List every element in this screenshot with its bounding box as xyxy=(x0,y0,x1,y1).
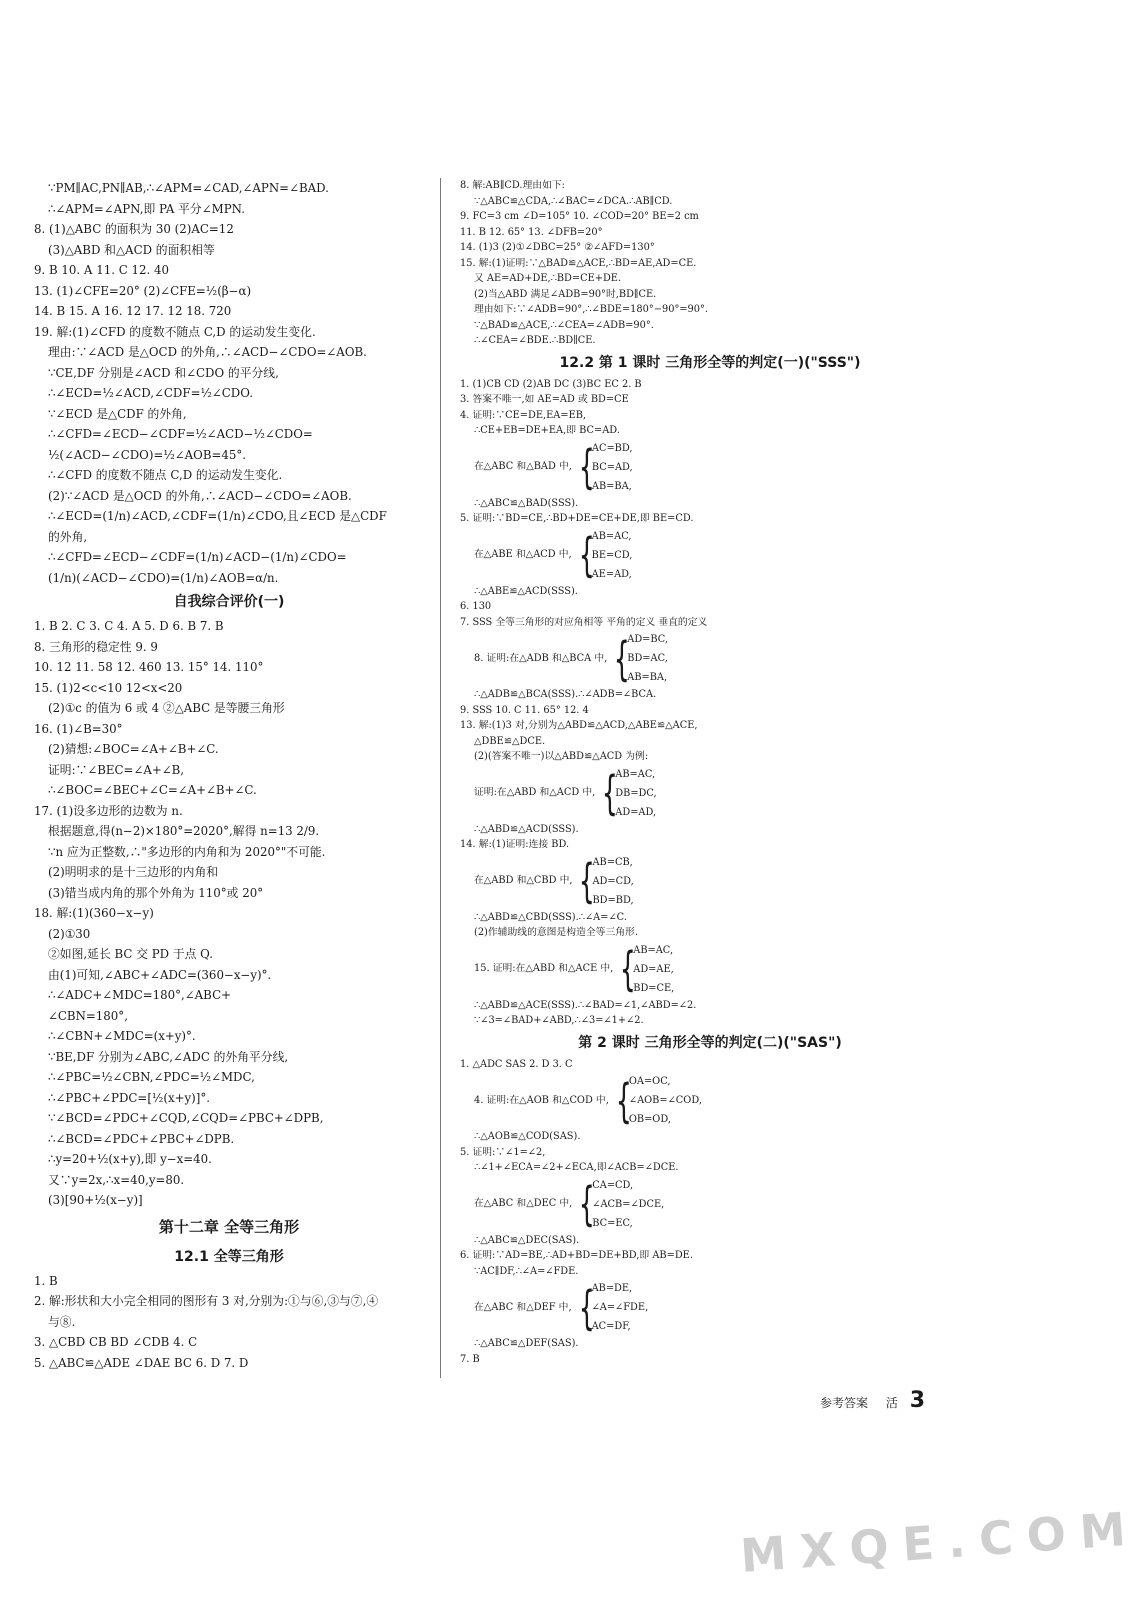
system-condition: AB=AC, xyxy=(591,530,632,542)
answer-line: 10. 12 11. 58 12. 460 13. 15° 14. 110° xyxy=(34,660,264,674)
answer-line: 由(1)可知,∠ABC+∠ADC=(360−x−y)°. xyxy=(48,967,272,982)
answer-line: ½(∠ACD−∠CDO)=½∠AOB=45°. xyxy=(48,447,247,462)
system-condition: OA=OC, xyxy=(628,1076,671,1087)
system-condition: DB=DC, xyxy=(615,787,657,799)
equation-system xyxy=(460,1279,960,1336)
answer-line: (2)(答案不唯一)以△ABD≌△ACD 为例: xyxy=(474,751,649,762)
system-condition: AD=CD, xyxy=(592,875,634,887)
answer-line: 证明:∵∠BEC=∠A+∠B, xyxy=(48,762,185,777)
answer-line: ∴∠CFD=∠ECD−∠CDF=½∠ACD−½∠CDO= xyxy=(48,427,313,441)
answer-line: (2)①c 的值为 6 或 4 ②△ABC 是等腰三角形 xyxy=(48,701,285,715)
system-condition: AB=BA, xyxy=(627,672,668,683)
system-condition: AB=CB, xyxy=(592,856,633,868)
answer-line: ∴∠CFD=∠ECD−∠CDF=(1/n)∠ACD−(1/n)∠CDO= xyxy=(48,550,347,564)
system-condition: ∠ACB=∠DCE, xyxy=(592,1198,665,1210)
answer-line: (1/n)(∠ACD−∠CDO)=(1/n)∠AOB=α/n. xyxy=(48,570,279,585)
answer-line: ∵△BAD≌△ACE,∴∠CEA=∠ADB=90°. xyxy=(474,319,654,331)
equation-system xyxy=(460,439,960,496)
answer-line: 9. B 10. A 11. C 12. 40 xyxy=(34,263,170,277)
answer-line: ∵∠ECD 是△CDF 的外角, xyxy=(48,406,187,421)
answer-line: 5. △ABC≌△ADE ∠DAE BC 6. D 7. D xyxy=(34,1355,249,1370)
answer-line: (2)猜想:∠BOC=∠A+∠B+∠C. xyxy=(48,742,219,756)
equation-system xyxy=(460,853,960,910)
answer-line: 14. B 15. A 16. 12 17. 12 18. 720 xyxy=(34,304,232,318)
answer-line: 15. 解:(1)证明:∵△BAD≌△ACE,∴BD=AE,AD=CE. xyxy=(460,257,697,269)
answer-line: 又∵y=2x,∴x=40,y=80. xyxy=(48,1172,185,1187)
watermark: MXQE.COM xyxy=(738,1501,1141,1583)
answer-line: 9. FC=3 cm ∠D=105° 10. ∠COD=20° BE=2 cm xyxy=(460,211,699,222)
answer-line: 1. B xyxy=(34,1273,58,1288)
answer-line: 与⑧. xyxy=(48,1314,76,1329)
answer-line: 5. 证明:∵BD=CE,∴BD+DE=CE+DE,即 BE=CD. xyxy=(460,513,694,524)
answer-line: (2)∵∠ACD 是△OCD 的外角,∴∠ACD−∠CDO=∠AOB. xyxy=(48,488,352,503)
answer-line: ∴△ABD≌△CBD(SSS).∴∠A=∠C. xyxy=(474,911,627,923)
system-condition: ∠AOB=∠COD, xyxy=(628,1095,702,1106)
answer-line: ∴△ABC≌△DEC(SAS). xyxy=(474,1234,580,1246)
system-condition: BC=EC, xyxy=(592,1217,633,1229)
answer-line: 7. SSS 全等三角形的对应角相等 平角的定义 垂直的定义 xyxy=(460,616,708,628)
answer-line: ∴∠1+∠ECA=∠2+∠ECA,即∠ACB=∠DCE. xyxy=(474,1162,679,1173)
answer-line: ∴CE+EB=DE+EA,即 BC=AD. xyxy=(474,425,620,436)
answer-line: 9. SSS 10. C 11. 65° 12. 4 xyxy=(460,704,589,716)
brace-icon: { xyxy=(615,1073,632,1128)
answer-line: 15. (1)2<c<10 12<x<20 xyxy=(34,680,183,695)
column-divider xyxy=(440,178,441,1378)
system-condition: AE=AD, xyxy=(591,568,632,580)
page-footer xyxy=(820,1388,925,1413)
answer-line: 理由如下:∵∠ADB=90°,∴∠BDE=180°−90°=90°. xyxy=(474,304,709,315)
page-number: 3 xyxy=(909,1388,925,1413)
answer-line: ∵BE,DF 分别为∠ABC,∠ADC 的外角平分线, xyxy=(48,1049,289,1064)
brace-icon: { xyxy=(613,631,631,686)
answer-line: 13. 解:(1)3 对,分别为△ABD≌△ACD,△ABE≌△ACE, xyxy=(460,720,698,731)
system-intro: 在△ABC 和△BAD 中, xyxy=(474,461,572,473)
equation-system xyxy=(460,941,960,998)
answer-line: (2)①30 xyxy=(48,926,91,941)
answer-line: 理由:∵∠ACD 是△OCD 的外角,∴∠ACD−∠CDO=∠AOB. xyxy=(48,345,367,359)
equation-system xyxy=(460,1176,960,1233)
answer-line: 1. B 2. C 3. C 4. A 5. D 6. B 7. B xyxy=(34,619,224,633)
answer-line: ∴∠ECD=(1/n)∠ACD,∠CDF=(1/n)∠CDO,且∠ECD 是△CDF xyxy=(48,509,387,523)
answer-line: ∠CBN=180°, xyxy=(48,1008,128,1023)
answer-line: 19. 解:(1)∠CFD 的度数不随点 C,D 的运动发生变化. xyxy=(34,324,316,339)
answer-line: ∴∠CFD 的度数不随点 C,D 的运动发生变化. xyxy=(48,468,283,482)
system-condition: OB=OD, xyxy=(628,1114,671,1125)
answer-line: ∴△ABD≌△ACD(SSS). xyxy=(474,823,579,835)
answer-line: 17. (1)设多边形的边数为 n. xyxy=(34,803,183,818)
answer-line: ∴△ABC≌△DEF(SAS). xyxy=(474,1338,579,1349)
answer-line: ∵PM∥AC,PN∥AB,∴∠APM=∠CAD,∠APN=∠BAD. xyxy=(48,181,329,195)
answer-line: ∴∠ADC+∠MDC=180°,∠ABC+ xyxy=(48,988,231,1002)
answer-line: 6. 130 xyxy=(460,601,492,612)
footer-label: 参考答案 xyxy=(820,1396,869,1410)
answer-line: 6. 证明:∵AD=BE,∴AD+BD=DE+BD,即 AB=DE. xyxy=(460,1250,693,1261)
answer-line: ∴∠ECD=½∠ACD,∠CDF=½∠CDO. xyxy=(48,386,253,400)
answer-line: ∴△ABE≌△ACD(SSS). xyxy=(474,585,578,597)
system-condition: AD=AE, xyxy=(633,963,674,975)
section-heading-self-eval: 自我综合评价(一) xyxy=(173,594,285,610)
answer-line: 的外角, xyxy=(48,529,88,544)
system-condition: BD=BD, xyxy=(592,894,634,906)
system-condition: AB=DE, xyxy=(591,1283,633,1294)
section-heading-12-1: 12.1 全等三角形 xyxy=(174,1248,284,1265)
answer-line: ∵AC∥DF,∴∠A=∠FDE. xyxy=(474,1265,579,1277)
system-intro: 在△ABC 和△DEF 中, xyxy=(474,1301,572,1313)
answer-line: 5. 证明:∵∠1=∠2, xyxy=(460,1146,546,1158)
answer-line: △DBE≌△DCE. xyxy=(474,735,546,747)
answer-line: 18. 解:(1)(360−x−y) xyxy=(34,906,154,920)
system-condition: AB=BA, xyxy=(591,480,632,492)
brace-icon: { xyxy=(578,1177,596,1231)
brace-icon: { xyxy=(578,528,595,582)
system-intro: 15. 证明:在△ABD 和△ACE 中, xyxy=(474,963,614,975)
answer-line: ∴∠PBC=½∠CBN,∠PDC=½∠MDC, xyxy=(48,1070,255,1084)
equation-system xyxy=(460,765,960,822)
system-condition: AB=AC, xyxy=(633,944,674,956)
system-intro: 4. 证明:在△AOB 和△COD 中, xyxy=(474,1094,609,1106)
system-intro: 在△ABC 和△DEC 中, xyxy=(474,1198,573,1210)
answer-line: ∴∠APM=∠APN,即 PA 平分∠MPN. xyxy=(48,201,245,216)
answer-line: 16. (1)∠B=30° xyxy=(34,721,123,736)
section-heading-12-2-lesson-2: 第 2 课时 三角形全等的判定(二)("SAS") xyxy=(578,1034,842,1051)
system-condition: ∠A=∠FDE, xyxy=(591,1302,649,1313)
brace-icon: { xyxy=(578,1280,595,1335)
answer-line: ∴∠PBC+∠PDC=[½(x+y)]°. xyxy=(48,1090,211,1105)
answer-line: 8. 三角形的稳定性 9. 9 xyxy=(34,639,158,654)
answer-line: (2)明明求的是十三边形的内角和 xyxy=(48,865,219,879)
answer-line: (3)△ABD 和△ACD 的面积相等 xyxy=(48,242,215,257)
answer-line: 根据题意,得(n−2)×180°=2020°,解得 n=13 2/9. xyxy=(48,824,320,838)
system-intro: 在△ABE 和△ACD 中, xyxy=(474,549,572,561)
answer-line: ∵∠BCD=∠PDC+∠CQD,∠CQD=∠PBC+∠DPB, xyxy=(48,1111,324,1125)
answer-line: ∴△ADB≌△BCA(SSS).∴∠ADB=∠BCA. xyxy=(474,689,657,700)
answer-line: 1. △ADC SAS 2. D 3. C xyxy=(460,1058,573,1070)
answer-line: 14. (1)3 (2)①∠DBC=25° ②∠AFD=130° xyxy=(460,242,655,253)
system-condition: AC=BD, xyxy=(591,442,633,454)
answer-line: ∴△ABD≌△ACE(SSS).∴∠BAD=∠1,∠ABD=∠2. xyxy=(474,999,697,1011)
answer-line: (2)当△ABD 满足∠ADB=90°时,BD∥CE. xyxy=(474,288,657,300)
answer-line: 7. B xyxy=(460,1353,480,1365)
answer-line: 11. B 12. 65° 13. ∠DFB=20° xyxy=(460,226,603,238)
brace-icon: { xyxy=(601,766,619,820)
answer-line: 2. 解:形状和大小完全相同的图形有 3 对,分别为:①与⑥,③与⑦,④ xyxy=(34,1294,379,1308)
left-column xyxy=(34,178,424,1373)
answer-line: 8. (1)△ABC 的面积为 30 (2)AC=12 xyxy=(34,222,234,236)
answer-line: ∴△AOB≌△COD(SAS). xyxy=(474,1131,581,1142)
answer-line: ∵CE,DF 分别是∠ACD 和∠CDO 的平分线, xyxy=(48,365,279,380)
system-condition: CA=CD, xyxy=(592,1179,634,1191)
brace-icon: { xyxy=(578,440,595,494)
equation-system xyxy=(460,630,960,687)
system-intro: 在△ABD 和△CBD 中, xyxy=(474,875,573,887)
answer-line: 又 AE=AD+DE,∴BD=CE+DE. xyxy=(474,273,622,284)
equation-system xyxy=(460,527,960,584)
chapter-title: 第十二章 全等三角形 xyxy=(158,1217,300,1236)
section-heading-12-2-lesson-1: 12.2 第 1 课时 三角形全等的判定(一)("SSS") xyxy=(559,354,861,371)
system-condition: AD=BC, xyxy=(627,634,669,645)
brace-icon: { xyxy=(579,854,596,908)
system-condition: BD=CE, xyxy=(633,982,675,994)
answer-line: ∴△ABC≌△BAD(SSS). xyxy=(474,497,579,509)
answer-line: (2)作辅助线的意图是构造全等三角形. xyxy=(474,927,638,938)
system-intro: 8. 证明:在△ADB 和△BCA 中, xyxy=(474,652,608,664)
answer-line: ②如图,延长 BC 交 PD 于点 Q. xyxy=(48,947,214,961)
answer-line: ∴∠BOC=∠BEC+∠C=∠A+∠B+∠C. xyxy=(48,783,257,797)
answer-line: 13. (1)∠CFE=20° (2)∠CFE=½(β−α) xyxy=(34,283,252,298)
answer-line: 14. 解:(1)证明:连接 BD. xyxy=(460,839,570,850)
answer-line: ∴∠CEA=∠BDE.∴BD∥CE. xyxy=(474,335,596,346)
equation-system xyxy=(460,1072,960,1129)
answer-line: (3)错当成内角的那个外角为 110°或 20° xyxy=(48,885,264,900)
right-column xyxy=(460,178,960,1367)
answer-line: ∵∠3=∠BAD+∠ABD,∴∠3=∠1+∠2. xyxy=(474,1015,644,1026)
answer-line: ∴y=20+½(x+y),即 y−x=40. xyxy=(48,1152,212,1166)
answer-line: 8. 解:AB∥CD.理由如下: xyxy=(460,180,565,191)
system-condition: AD=AD, xyxy=(615,806,657,818)
brace-icon: { xyxy=(619,942,637,996)
system-condition: BC=AD, xyxy=(591,461,633,473)
answer-line: ∴∠BCD=∠PDC+∠PBC+∠DPB. xyxy=(48,1131,235,1146)
answer-line: (3)[90+½(x−y)] xyxy=(48,1193,143,1207)
footer-series: 活 xyxy=(885,1396,898,1410)
system-intro: 证明:在△ABD 和△ACD 中, xyxy=(474,787,596,799)
answer-line: 1. (1)CB CD (2)AB DC (3)BC EC 2. B xyxy=(460,378,642,390)
system-condition: BD=AC, xyxy=(627,653,668,664)
system-condition: AB=AC, xyxy=(615,768,656,780)
system-condition: BE=CD, xyxy=(591,549,633,561)
answer-line: ∴∠CBN+∠MDC=(x+y)°. xyxy=(48,1029,196,1043)
system-condition: AC=DF, xyxy=(591,1321,631,1332)
answer-line: 4. 证明:∵CE=DE,EA=EB, xyxy=(460,409,587,421)
answer-line: 3. △CBD CB BD ∠CDB 4. C xyxy=(34,1335,198,1349)
answer-line: ∵△ABC≌△CDA,∴∠BAC=∠DCA.∴AB∥CD. xyxy=(474,195,673,207)
answer-line: 3. 答案不唯一,如 AE=AD 或 BD=CE xyxy=(460,394,629,405)
answer-line: ∵n 应为正整数,∴"多边形的内角和为 2020°"不可能. xyxy=(48,844,326,859)
